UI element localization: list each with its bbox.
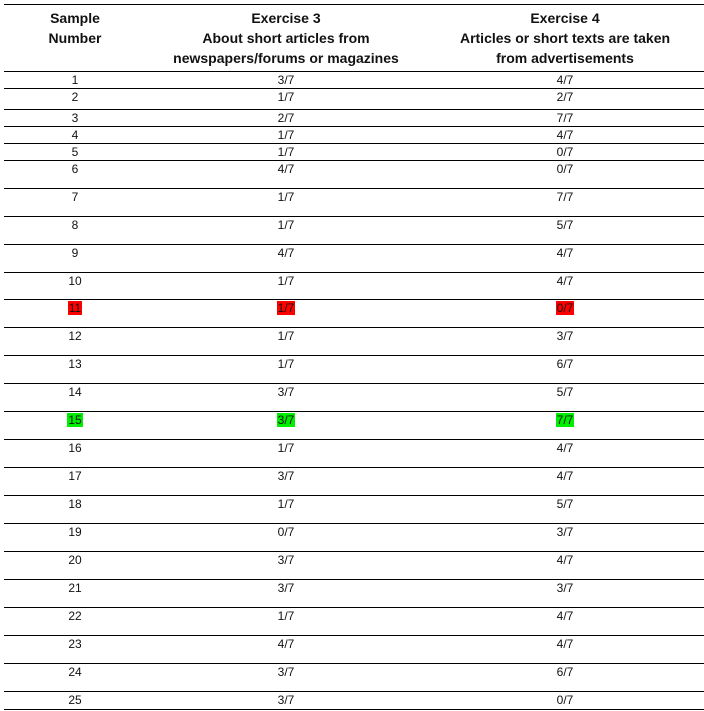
sample-number-cell [4,496,146,523]
table-row [4,217,704,245]
exercise-3-score-cell [146,384,426,411]
table-row [4,580,704,608]
sample-number-cell [4,328,146,355]
sample-number-cell [4,608,146,635]
sample-number-cell [4,72,146,88]
sample-number-cell [4,468,146,495]
cell-value: 13 [68,357,82,371]
exercise-4-score-cell [426,496,704,523]
cell-value: 22 [68,609,82,623]
cell-value: 0/7 [556,162,574,176]
cell-value: 3/7 [277,73,295,87]
exercise-4-score-cell [426,127,704,143]
exercise-3-score-cell [146,356,426,383]
exercise-4-score-cell [426,72,704,88]
exercise-3-score-cell [146,189,426,216]
table-row [4,72,704,89]
cell-value: 4/7 [277,162,295,176]
table-row [4,440,704,468]
cell-value: 4/7 [277,246,295,260]
exercise-4-score-cell [426,440,704,467]
cell-value: 9 [71,246,79,260]
cell-value: 24 [68,665,82,679]
cell-value: 0/7 [556,693,574,707]
cell-value: 16 [68,441,82,455]
exercise-4-score-cell [426,412,704,439]
table-row [4,608,704,636]
cell-value: 1/7 [277,609,295,623]
cell-value: 6/7 [556,357,574,371]
cell-value: 3/7 [556,581,574,595]
exercise-3-score-cell [146,692,426,709]
table-row [4,328,704,356]
cell-value: 5/7 [556,497,574,511]
cell-value: 4/7 [556,469,574,483]
cell-value: 3/7 [277,469,295,483]
exercise-3-score-cell [146,273,426,299]
cell-value: 3/7 [556,525,574,539]
exercise-3-score-cell [146,89,426,109]
table-row [4,300,704,328]
cell-value: 8 [71,218,79,232]
table-row [4,496,704,524]
cell-value: 15 [68,413,82,427]
table-row [4,468,704,496]
exercise-3-score-cell [146,440,426,467]
exercise-3-score-cell [146,412,426,439]
table-row [4,664,704,692]
exercise-4-score-cell [426,580,704,607]
cell-value: 7/7 [556,413,574,427]
exercise-4-score-cell [426,217,704,244]
cell-value: 0/7 [556,301,574,315]
exercise-4-score-cell [426,110,704,126]
cell-value: 3/7 [277,385,295,399]
sample-number-cell [4,552,146,579]
cell-value: 7/7 [556,111,574,125]
sample-number-cell [4,189,146,216]
cell-value: 4/7 [277,637,295,651]
table-body [4,72,704,710]
cell-value: 3/7 [277,665,295,679]
header-exercise-4 [426,5,704,71]
exercise-4-score-cell [426,144,704,160]
table-row [4,161,704,189]
table-row [4,127,704,144]
exercise-4-score-cell [426,636,704,663]
exercise-3-score-cell [146,636,426,663]
cell-value: 4/7 [556,441,574,455]
table-row [4,144,704,161]
exercise-4-score-cell [426,328,704,355]
sample-number-cell [4,384,146,411]
exercise-4-score-cell [426,89,704,109]
cell-value: 3/7 [556,329,574,343]
cell-value: 21 [68,581,82,595]
exercise-3-score-cell [146,580,426,607]
cell-value: 17 [68,469,82,483]
sample-number-cell [4,217,146,244]
sample-number-cell [4,273,146,299]
cell-value: 3/7 [277,413,295,427]
table-row [4,552,704,580]
exercise-3-score-cell [146,127,426,143]
exercise-4-score-cell [426,356,704,383]
cell-value: 3/7 [277,581,295,595]
cell-value: 2/7 [277,111,295,125]
table-row [4,384,704,412]
exercise-3-score-cell [146,552,426,579]
exercise-3-score-cell [146,664,426,691]
cell-value: 1/7 [277,128,295,142]
cell-value: 10 [68,274,82,288]
table-row [4,412,704,440]
sample-number-cell [4,664,146,691]
exercise-4-score-cell [426,245,704,272]
cell-value: 1/7 [277,301,295,315]
cell-value: 23 [68,637,82,651]
header-sample-number [4,5,146,71]
header-line: newspapers/forums or magazines [173,50,399,66]
cell-value: 1/7 [277,90,295,104]
sample-number-cell [4,144,146,160]
table-row [4,189,704,217]
sample-number-cell [4,580,146,607]
cell-value: 12 [68,329,82,343]
exercise-3-score-cell [146,524,426,551]
header-exercise-3 [146,5,426,71]
header-line: Sample [50,10,100,26]
cell-value: 0/7 [556,145,574,159]
cell-value: 1/7 [277,190,295,204]
cell-value: 3/7 [277,553,295,567]
table-row [4,273,704,300]
cell-value: 4/7 [556,637,574,651]
cell-value: 1/7 [277,218,295,232]
exercise-4-score-cell [426,468,704,495]
cell-value: 25 [68,693,82,707]
header-line: Number [48,30,102,46]
exercise-3-score-cell [146,245,426,272]
exercise-4-score-cell [426,189,704,216]
exercise-4-score-cell [426,161,704,188]
exercise-3-score-cell [146,328,426,355]
exercise-4-score-cell [426,273,704,299]
header-line: Articles or short texts are taken [459,30,671,46]
sample-number-cell [4,300,146,327]
table-row [4,524,704,552]
cell-value: 2/7 [556,90,574,104]
exercise-3-score-cell [146,468,426,495]
exercise-3-score-cell [146,161,426,188]
exercise-3-score-cell [146,300,426,327]
sample-number-cell [4,356,146,383]
cell-value: 7 [71,190,79,204]
exercise-3-score-cell [146,110,426,126]
exercise-4-score-cell [426,300,704,327]
header-line: Exercise 4 [530,10,600,26]
cell-value: 6 [71,162,79,176]
cell-value: 3 [71,111,79,125]
cell-value: 5 [71,145,79,159]
cell-value: 3/7 [277,693,295,707]
exercise-3-score-cell [146,72,426,88]
cell-value: 1/7 [277,329,295,343]
cell-value: 1/7 [277,274,295,288]
cell-value: 4 [71,128,79,142]
exercise-3-score-cell [146,608,426,635]
table-row [4,692,704,710]
table-row [4,245,704,273]
cell-value: 5/7 [556,385,574,399]
sample-number-cell [4,412,146,439]
exercise-4-score-cell [426,552,704,579]
cell-value: 1/7 [277,145,295,159]
table-row [4,110,704,127]
cell-value: 4/7 [556,553,574,567]
exercise-4-score-cell [426,608,704,635]
cell-value: 4/7 [556,128,574,142]
exercise-4-score-cell [426,692,704,709]
cell-value: 4/7 [556,274,574,288]
sample-number-cell [4,89,146,109]
cell-value: 18 [68,497,82,511]
table-row [4,636,704,664]
cell-value: 4/7 [556,609,574,623]
cell-value: 1/7 [277,441,295,455]
cell-value: 4/7 [556,73,574,87]
header-line: from advertisements [496,50,634,66]
exercise-3-score-cell [146,217,426,244]
cell-value: 2 [71,90,79,104]
cell-value: 11 [68,301,82,315]
cell-value: 1/7 [277,497,295,511]
sample-number-cell [4,110,146,126]
cell-value: 4/7 [556,246,574,260]
sample-number-cell [4,161,146,188]
cell-value: 5/7 [556,218,574,232]
cell-value: 19 [68,525,82,539]
sample-number-cell [4,440,146,467]
sample-number-cell [4,245,146,272]
exercise-4-score-cell [426,384,704,411]
table-header [4,4,704,72]
sample-number-cell [4,524,146,551]
header-line: About short articles from [202,30,370,46]
cell-value: 1 [71,73,79,87]
cell-value: 1/7 [277,357,295,371]
cell-value: 20 [68,553,82,567]
cell-value: 0/7 [277,525,295,539]
exercise-4-score-cell [426,524,704,551]
results-table [4,4,704,710]
cell-value: 6/7 [556,665,574,679]
header-line: Exercise 3 [251,10,321,26]
sample-number-cell [4,692,146,709]
exercise-4-score-cell [426,664,704,691]
table-row [4,89,704,110]
sample-number-cell [4,636,146,663]
exercise-3-score-cell [146,496,426,523]
cell-value: 14 [68,385,82,399]
table-row [4,356,704,384]
sample-number-cell [4,127,146,143]
cell-value: 7/7 [556,190,574,204]
exercise-3-score-cell [146,144,426,160]
